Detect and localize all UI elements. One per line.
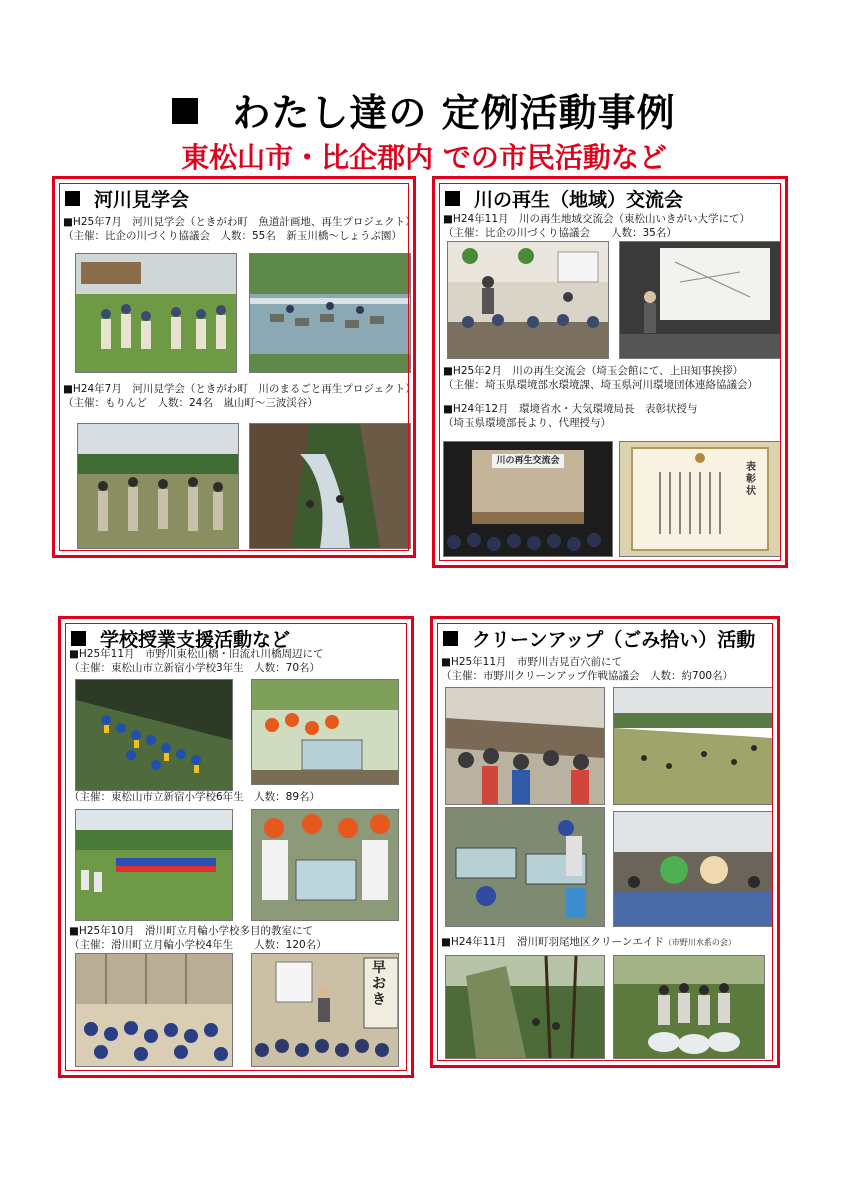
photo-riverbank-cleanup [613,687,773,805]
panel-river-tour [52,176,416,558]
photo-forest-trail [445,955,605,1059]
caption-line: ■H25年7月 河川見学会（ときがわ町 魚道計画地、再生プロジェクト） [63,216,416,228]
black-square-icon [172,98,198,124]
panel-title-text: クリーンアップ（ごみ拾い）活動 [472,629,756,651]
caption-line: （主催：もりんど 人数：24名 嵐山町～三波渓谷） [63,397,318,409]
stage-banner-text: 川の再生交流会 [496,456,560,466]
photo-mascots [613,811,773,927]
photo-meeting-room [447,241,609,359]
caption-line: ■H25年2月 川の再生交流会（埼玉会館にて、上田知事挨拶） [443,365,744,377]
photo-water-tanks [445,807,605,927]
panel-title [65,185,189,212]
caption-line: （埼玉県環境部長より、代理授与） [443,417,611,429]
photo-cleanup-crowd [445,687,605,805]
black-square-icon [71,631,86,646]
caption-line: ■H25年11月 市野川吉見百穴前にて [441,656,623,668]
panel-title-text: 河川見学会 [94,189,190,211]
panel-river-revival [432,176,788,568]
photo-gorge [249,423,411,549]
photo-kids-water-tank [251,809,399,921]
caption-note: （市野川水系の会） [663,938,736,947]
photo-collected-trash [613,955,765,1059]
caption-line: ■H24年12月 環境省水・大気環境局長 表彰状授与 [443,403,698,415]
panel-school-support [58,616,414,1078]
photo-stage-hall [443,441,613,557]
photo-kids-aquarium [251,679,399,785]
black-square-icon [443,631,458,646]
caption-line: （主催：埼玉県環境部水環境課、埼玉県河川環境団体連絡協議会） [443,379,758,391]
photo-certificate [619,441,781,557]
photo-kids-slope [75,679,233,791]
caption-line: ■H25年10月 滑川町立月輪小学校多目的教室にて [69,925,314,937]
panel-title-text: 学校授業支援活動など [100,629,291,651]
panel-title [443,625,755,652]
panel-title [445,185,683,212]
caption-line: （主催：滑川町立月輪小学校4年生 人数：120名） [69,939,327,951]
page-title-text: わたし達の 定例活動事例 [232,91,676,135]
caption-line: （主催：東松山市立新宿小学校3年生 人数：70名） [69,662,321,674]
black-square-icon [445,191,460,206]
certificate-title-text: 表彰状 [746,462,756,497]
caption-line [441,935,736,950]
page-subtitle: 東松山市・比企郡内 での市民活動など [181,141,667,174]
photo-hikers-field [77,423,239,549]
photo-presentation [619,241,781,359]
photo-river-weir [249,253,411,373]
page-title [0,82,848,137]
photo-gym-class [75,953,233,1067]
caption-line: ■H24年11月 川の再生地域交流会（東松山いきがい大学にて） [443,213,751,225]
caption-line-text: ■H24年11月 滑川町羽尾地区クリーンエイド [441,936,664,948]
board-text: 早おき [372,960,386,1008]
photo-kids-field [75,809,233,921]
caption-line: ■H24年7月 河川見学会（ときがわ町 川のまるごと再生プロジェクト） [63,383,416,395]
caption-line: ■H25年11月 市野川東松山橋・旧流れ川橋周辺にて [69,648,324,660]
caption-line: （主催：比企の川づくり協議会 人数：35名） [443,227,677,239]
caption-line: （主催：東松山市立新宿小学校6年生 人数：89名） [69,791,321,803]
caption-line: （主催：比企の川づくり協議会 人数：55名 新玉川橋～しょうぶ園） [63,230,402,242]
black-square-icon [65,191,80,206]
photo-classroom-lecture [251,953,399,1067]
photo-river-tour-group [75,253,237,373]
caption-line: （主催：市野川クリーンアップ作戦協議会 人数：約700名） [441,670,734,682]
panel-title-text: 川の再生（地域）交流会 [474,189,684,211]
panel-cleanup [430,616,780,1068]
